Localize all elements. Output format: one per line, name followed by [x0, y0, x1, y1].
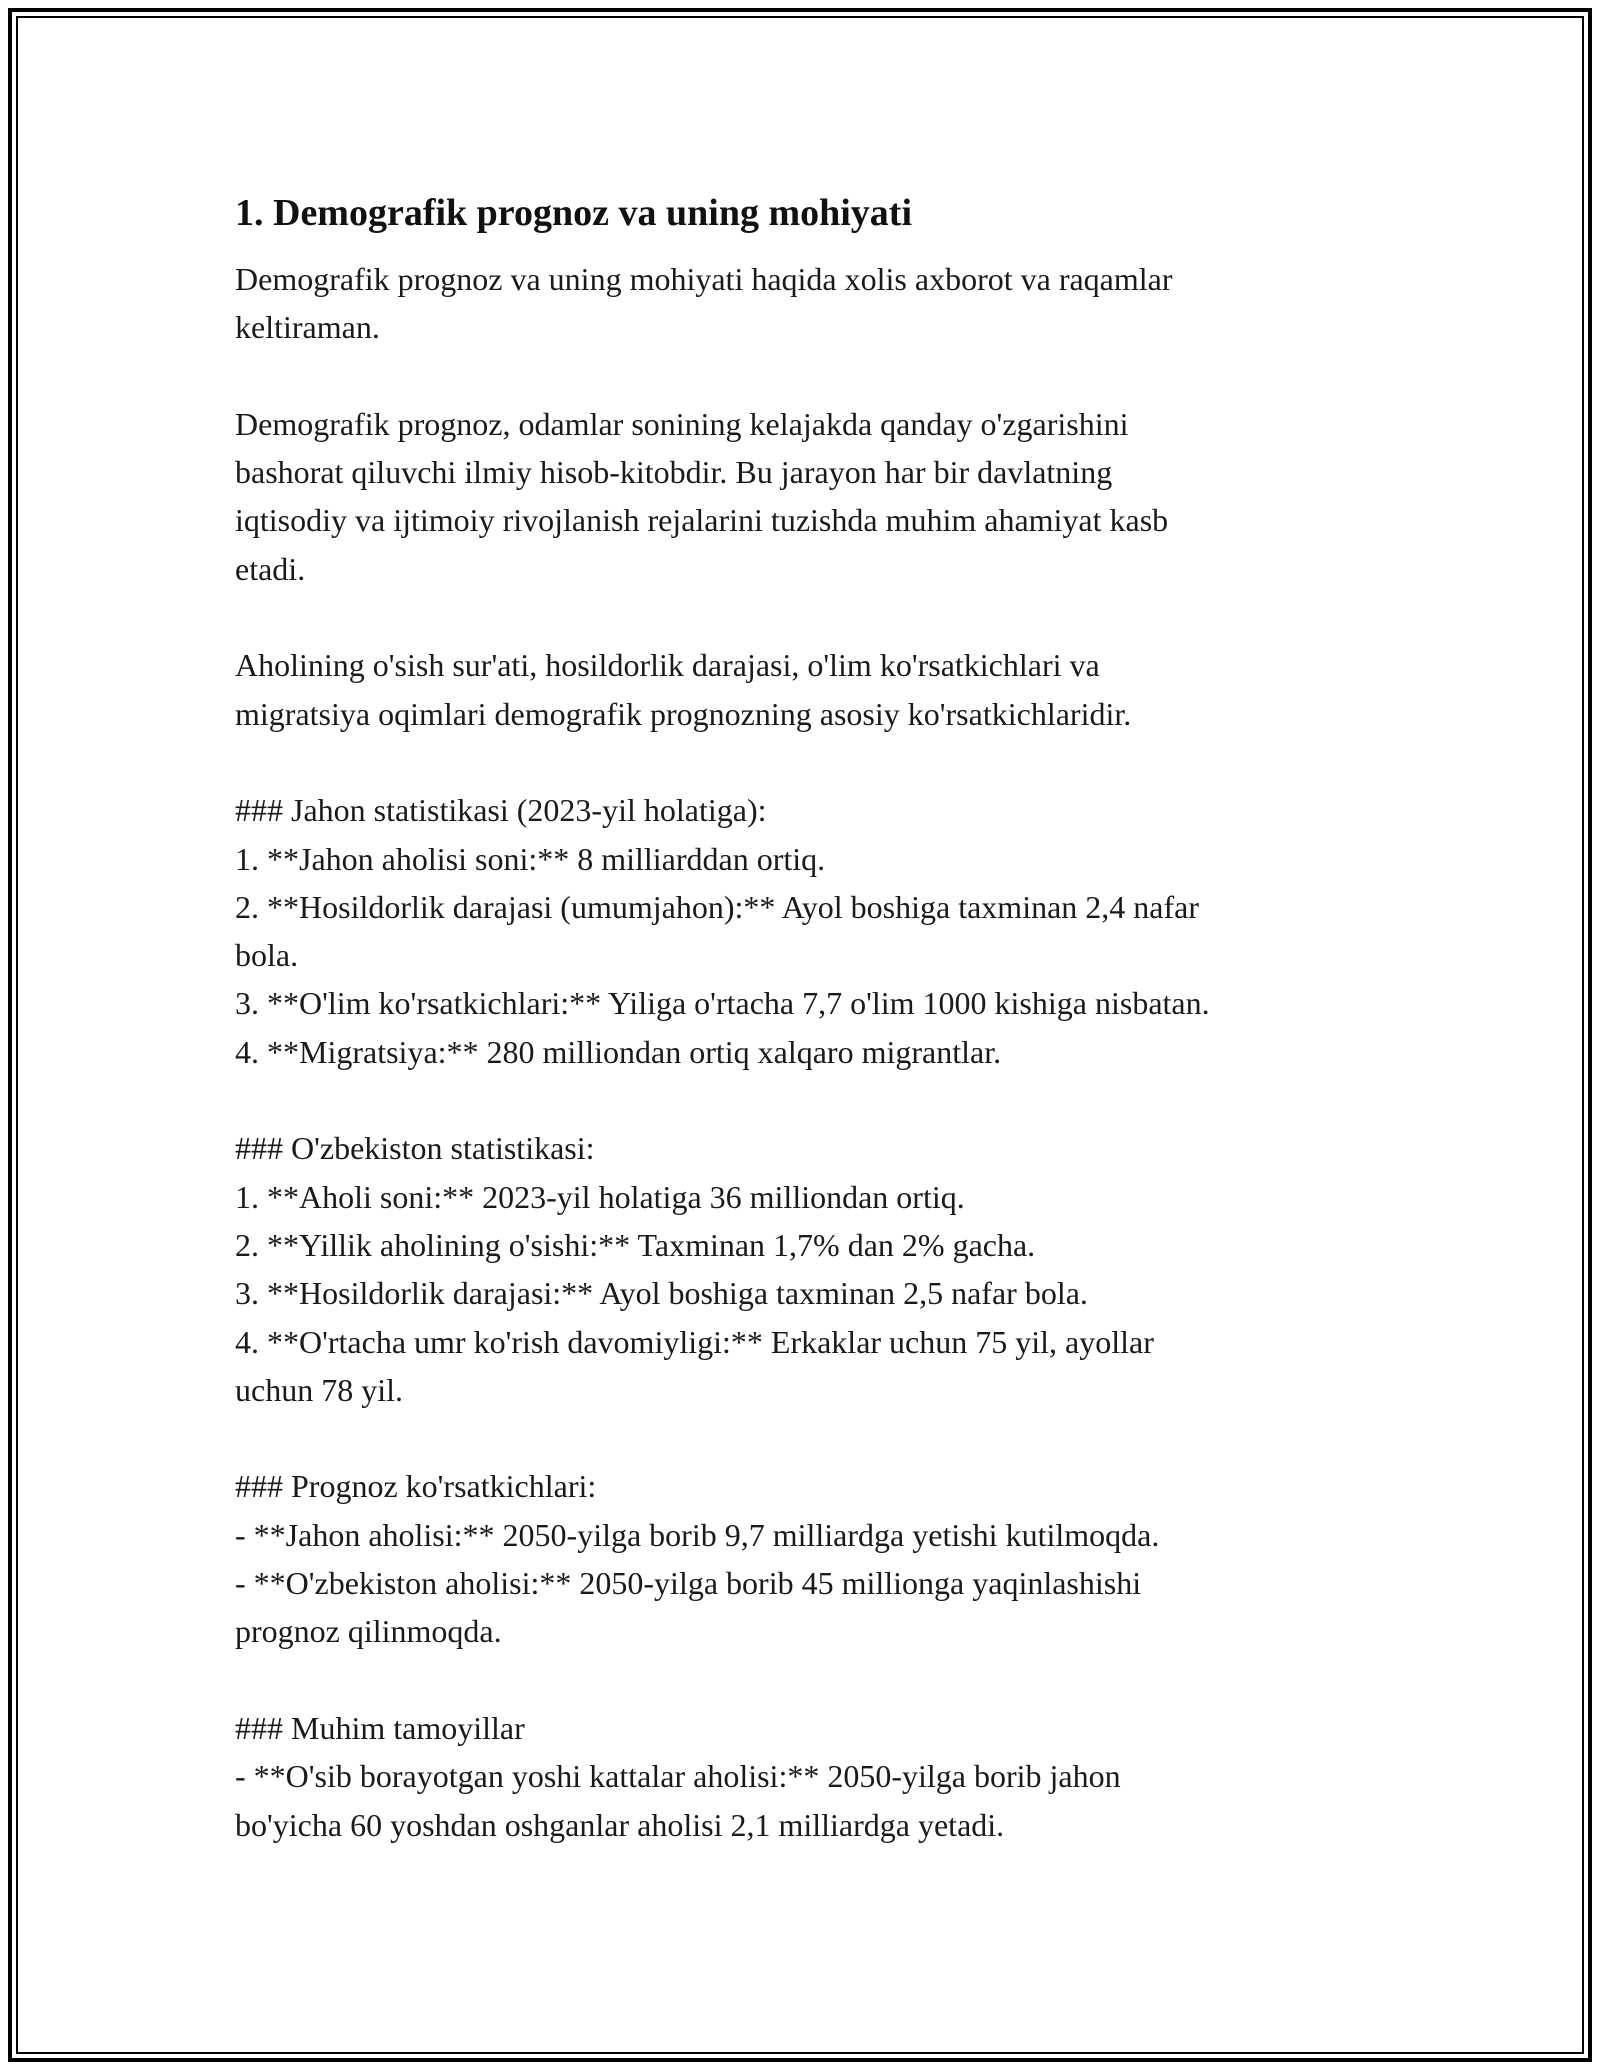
text-line: 2. **Hosildorlik darajasi (umumjahon):** Ayol boshiga taxminan 2,4 nafar	[235, 888, 1199, 925]
text-line: bashorat qiluvchi ilmiy hisob-kitobdir. Bu jarayon har bir davlatning	[235, 454, 1113, 491]
document-text	[235, 255, 1385, 1849]
text-line: keltiraman.	[235, 309, 380, 346]
text-line: 3. **Hosildorlik darajasi:** Ayol boshiga taxminan 2,5 nafar bola.	[235, 1275, 1088, 1312]
text-block	[235, 641, 1385, 738]
document-body	[235, 185, 1385, 1849]
text-line: etadi.	[235, 550, 306, 587]
text-block	[235, 1462, 1385, 1655]
paragraph-gap	[235, 738, 1385, 786]
text-block	[235, 786, 1385, 1076]
text-line: Demografik prognoz, odamlar sonining kelajakda qanday o'zgarishini	[235, 405, 1129, 442]
text-line: ### Muhim tamoyillar	[235, 1709, 525, 1746]
text-line: prognoz qilinmoqda.	[235, 1613, 502, 1650]
paragraph-gap	[235, 1076, 1385, 1124]
text-line: 4. **Migratsiya:** 280 milliondan ortiq xalqaro migrantlar.	[235, 1033, 1002, 1070]
text-line: 1. **Jahon aholisi soni:** 8 milliarddan ortiq.	[235, 840, 826, 877]
text-line: - **Jahon aholisi:** 2050-yilga borib 9,7 milliardga yetishi kutilmoqda.	[235, 1516, 1160, 1553]
text-line: Demografik prognoz va uning mohiyati haqida xolis axborot va raqamlar	[235, 261, 1173, 297]
text-line: uchun 78 yil.	[235, 1371, 403, 1408]
text-line: ### O'zbekiston statistikasi:	[235, 1130, 595, 1167]
text-line: iqtisodiy va ijtimoiy rivojlanish rejalarini tuzishda muhim ahamiyat kasb	[235, 502, 1169, 539]
text-line: bo'yicha 60 yoshdan oshganlar aholisi 2,1 milliardga yetadi.	[235, 1806, 1005, 1843]
paragraph-gap	[235, 352, 1385, 400]
text-line: migratsiya oqimlari demografik prognozning asosiy ko'rsatkichlaridir.	[235, 695, 1132, 732]
text-line: ### Prognoz ko'rsatkichlari:	[235, 1468, 597, 1505]
text-block	[235, 400, 1385, 593]
text-line: 4. **O'rtacha umr ko'rish davomiyligi:** Erkaklar uchun 75 yil, ayollar	[235, 1323, 1154, 1360]
text-line: bola.	[235, 937, 299, 974]
text-line: - **O'zbekiston aholisi:** 2050-yilga borib 45 millionga yaqinlashishi	[235, 1565, 1142, 1602]
text-line: Aholining o'sish sur'ati, hosildorlik darajasi, o'lim ko'rsatkichlari va	[235, 647, 1100, 684]
text-block	[235, 1124, 1385, 1414]
document-title: 1. Demografik prognoz va uning mohiyati	[235, 192, 913, 234]
text-block	[235, 255, 1385, 352]
text-line: - **O'sib borayotgan yoshi kattalar aholisi:** 2050-yilga borib jahon	[235, 1758, 1121, 1795]
text-line: 1. **Aholi soni:** 2023-yil holatiga 36 milliondan ortiq.	[235, 1178, 965, 1215]
text-line: 2. **Yillik aholining o'sishi:** Taxminan 1,7% dan 2% gacha.	[235, 1226, 1036, 1263]
text-block	[235, 1704, 1385, 1849]
paragraph-gap	[235, 1656, 1385, 1704]
paragraph-gap	[235, 1414, 1385, 1462]
text-line: 3. **O'lim ko'rsatkichlari:** Yiliga o'rtacha 7,7 o'lim 1000 kishiga nisbatan.	[235, 985, 1210, 1022]
text-line: ### Jahon statistikasi (2023-yil holatiga):	[235, 792, 767, 829]
paragraph-gap	[235, 593, 1385, 641]
